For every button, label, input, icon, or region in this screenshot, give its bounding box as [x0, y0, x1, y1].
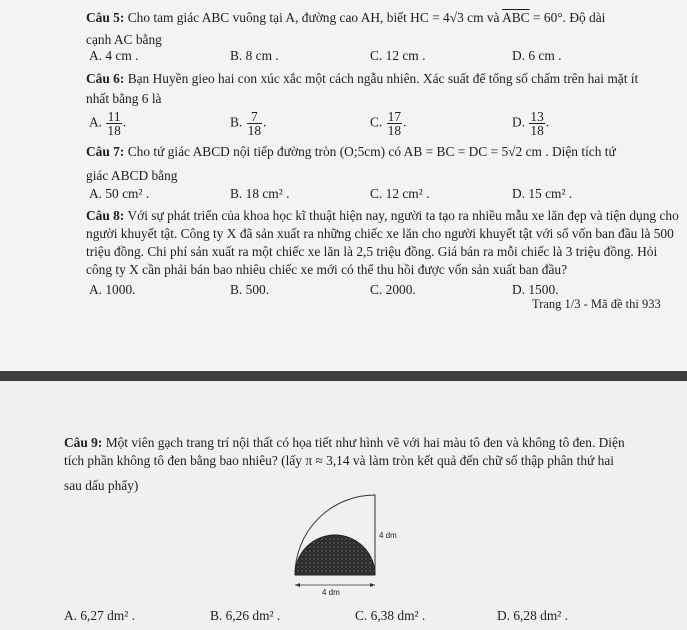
question-9-option-c[interactable]: C. 6,38 dm² . — [355, 608, 426, 623]
option-end: . — [122, 114, 127, 130]
question-8-option-d[interactable]: D. 1500. — [512, 282, 559, 297]
question-6-line-1 — [86, 71, 638, 87]
question-9-label: Câu 9: — [64, 435, 103, 450]
question-7-label: Câu 7: — [86, 144, 125, 159]
question-5-line-1 — [86, 10, 605, 26]
numerator: 11 — [107, 109, 121, 124]
question-7-option-a[interactable]: A. 50 cm² . — [89, 186, 150, 201]
question-8-line-4: công ty X cần phải bán bao nhiêu chiếc xe mới có thể thu hồi được vốn sản xuất ban đầu? — [86, 262, 568, 277]
option-letter: B. — [230, 114, 243, 130]
question-5-angle: $\overline{ABC}$ — [502, 10, 530, 25]
question-6-option-a[interactable] — [89, 110, 126, 137]
page-separator — [0, 371, 687, 381]
question-5-text: Cho tam giác ABC vuông tại A, đường cao AH, biết HC = 4√3 cm và — [127, 10, 503, 25]
question-7-line-2: giác ABCD bằng — [86, 168, 178, 183]
option-end: . — [263, 114, 267, 130]
numerator: 17 — [387, 109, 402, 124]
question-6-option-b[interactable] — [230, 110, 266, 137]
question-7-line-1 — [86, 144, 616, 160]
question-8-option-a[interactable]: A. 1000. — [89, 282, 136, 297]
fraction — [387, 110, 402, 137]
arrow-right-icon — [370, 583, 375, 587]
question-8-line-1 — [86, 208, 679, 224]
question-9-line-1 — [64, 435, 625, 451]
numerator: 7 — [247, 110, 262, 124]
question-5-label: Câu 5: — [86, 10, 125, 25]
fraction — [529, 110, 544, 137]
option-end: . — [545, 114, 550, 130]
question-8-label: Câu 8: — [86, 208, 125, 223]
question-6-text: Bạn Huyền gieo hai con xúc xắc một cách ngẫu nhiên. Xác suất để tổng số chấm trên hai mặt ít — [127, 71, 639, 86]
question-5-option-b[interactable]: B. 8 cm . — [230, 48, 279, 63]
option-end: . — [403, 114, 407, 130]
question-6-option-c[interactable] — [370, 110, 406, 137]
question-6-label: Câu 6: — [86, 71, 125, 86]
numerator: 13 — [530, 109, 544, 124]
question-5-line-2: cạnh AC bằng — [86, 32, 162, 47]
question-9-text: Một viên gạch trang trí nội thất có họa tiết như hình vẽ với hai màu tô đen và không tô đen. Diện — [105, 435, 625, 450]
question-9-line-3: sau dấu phẩy) — [64, 478, 139, 493]
question-5-option-d[interactable]: D. 6 cm . — [512, 48, 562, 63]
question-5-text-end: = 60°. Độ dài — [529, 10, 606, 25]
question-8-line-3: triệu đồng. Chi phí sản xuất ra một chiếc xe lăn là 2,5 triệu đồng. Giá bán ra mỗi chiếc là 3 triệu đồng. Hỏi — [86, 244, 658, 259]
option-letter: D. — [512, 114, 526, 130]
tile-diagram — [285, 490, 405, 600]
fraction — [106, 110, 121, 137]
question-9-option-a[interactable]: A. 6,27 dm² . — [64, 608, 135, 623]
question-8-text: Với sự phát triển của khoa học kĩ thuật hiện nay, người ta tạo ra nhiều mẫu xe lăn đẹp và tiện dụng cho — [127, 208, 679, 223]
denominator: 18 — [530, 123, 544, 138]
denominator: 18 — [387, 123, 402, 138]
question-9-line-2: tích phần không tô đen bằng bao nhiêu? (lấy π ≈ 3,14 và làm tròn kết quả đến chữ số thập phân thứ hai — [64, 453, 614, 468]
bottom-length-label: 4 dm — [322, 588, 340, 597]
question-6-line-2: nhất bằng 6 là — [86, 91, 162, 106]
option-letter: C. — [370, 114, 383, 130]
shaded-semicircle — [295, 535, 375, 575]
arrow-left-icon — [295, 583, 300, 587]
question-7-option-b[interactable]: B. 18 cm² . — [230, 186, 290, 201]
question-9-option-d[interactable]: D. 6,28 dm² . — [497, 608, 568, 623]
question-7-option-d[interactable]: D. 15 cm² . — [512, 186, 573, 201]
question-8-line-2: người khuyết tật. Công ty X đã sản xuất ra những chiếc xe lăn cho người khuyết tật với số vốn ban đầu là 500 — [86, 226, 674, 241]
question-9-option-b[interactable]: B. 6,26 dm² . — [210, 608, 281, 623]
denominator: 18 — [107, 123, 121, 138]
denominator: 18 — [247, 123, 262, 138]
page-footer: Trang 1/3 - Mã đề thi 933 — [532, 297, 661, 311]
fraction — [247, 110, 262, 137]
question-8-option-b[interactable]: B. 500. — [230, 282, 270, 297]
question-7-text: Cho tứ giác ABCD nội tiếp đường tròn (O;5cm) có AB = BC = DC = 5√2 cm . Diện tích tứ — [127, 144, 616, 159]
question-5-option-a[interactable]: A. 4 cm . — [89, 48, 139, 63]
side-length-label: 4 dm — [379, 531, 397, 540]
question-8-option-c[interactable]: C. 2000. — [370, 282, 416, 297]
question-5-option-c[interactable]: C. 12 cm . — [370, 48, 426, 63]
question-7-option-c[interactable]: C. 12 cm² . — [370, 186, 430, 201]
option-letter: A. — [89, 114, 103, 130]
question-6-option-d[interactable] — [512, 110, 549, 137]
